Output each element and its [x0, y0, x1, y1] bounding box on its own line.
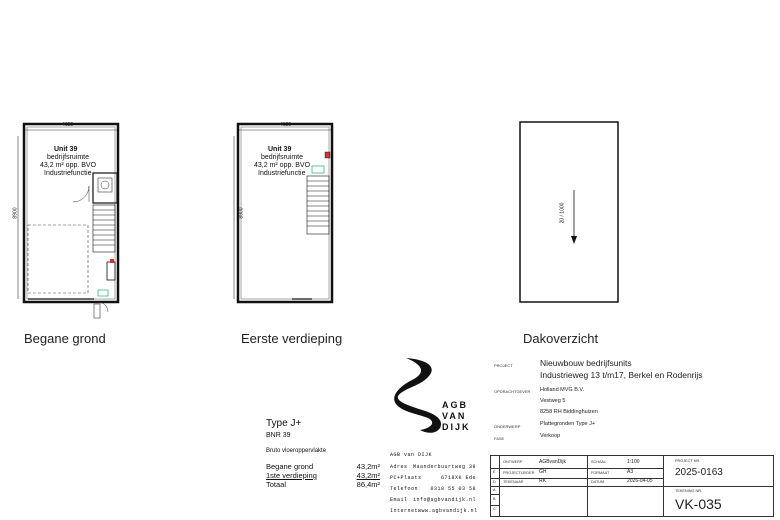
- address-row: [390, 464, 476, 475]
- schaal-label: SCHAAL: [591, 460, 607, 464]
- datum-label: DATUM: [591, 480, 605, 484]
- area-row-label: Totaal: [266, 480, 287, 489]
- client-street: Vestweg 5: [540, 398, 566, 404]
- project-label: PROJECT: [494, 363, 513, 368]
- project-name: Nieuwbouw bedrijfsunits: [540, 358, 632, 368]
- first-unit-name: Unit 39: [268, 146, 292, 153]
- area-row: [266, 471, 380, 480]
- type-block: [266, 418, 380, 489]
- company-logo: [392, 356, 474, 438]
- address-block: [390, 452, 476, 519]
- roof-label: Dakoverzicht: [523, 331, 599, 346]
- ontwerp-label: ONTWERP: [503, 460, 523, 464]
- logo-line1: AGB: [442, 400, 468, 410]
- first-function2: Industriefunctie: [258, 170, 306, 177]
- address-row-value: info@agbvandijk.nl: [412, 497, 476, 503]
- address-row-value: Maanderbuurtweg 39: [412, 464, 476, 470]
- address-row: [390, 508, 476, 519]
- projectnr-label: PROJECT NR.: [675, 459, 701, 463]
- ground-dim-depth: 8900: [12, 207, 19, 219]
- row-letter: D: [493, 480, 496, 484]
- logo-line3: DIJK: [442, 422, 471, 432]
- address-row-label: Telefoon: [390, 486, 419, 492]
- type-name: Type J+: [266, 418, 302, 429]
- row-letter: A: [493, 488, 496, 492]
- address-row: [390, 475, 476, 486]
- address-row-label: Internet: [390, 508, 419, 514]
- phase-label: FASE: [494, 436, 505, 441]
- first-function1: bedrijfsruimte: [261, 154, 304, 161]
- first-dim-depth: 8900: [238, 207, 245, 219]
- area-row: [266, 480, 380, 489]
- tekeningnr: VK-035: [675, 496, 722, 512]
- type-bnr: BNR 39: [266, 432, 291, 439]
- formaat-label: FORMAAT: [591, 471, 610, 475]
- client-name: Holland MVG B.V.: [540, 387, 585, 393]
- tekeningnr-label: TEKENING NR.: [675, 489, 703, 493]
- ground-function2: Industriefunctie: [44, 170, 92, 177]
- logo-line2: VAN: [442, 411, 467, 421]
- first-area: 43,2 m² opp. BVO: [254, 162, 311, 169]
- roof-slope: 20 / 1000: [559, 202, 566, 224]
- tekenaar-label: TEKENAAR: [503, 480, 524, 484]
- address-row-label: Email: [390, 497, 408, 503]
- ground-floor-label: Begane grond: [24, 331, 106, 346]
- type-heading: Bruto vloeroppervlakte: [266, 448, 327, 454]
- area-row-label: 1ste verdieping: [266, 471, 317, 480]
- row-letter: B: [493, 497, 496, 501]
- schaal: 1:100: [627, 459, 640, 465]
- phase: Verkoop: [540, 433, 561, 439]
- datum: 2026-04-05: [627, 478, 653, 484]
- address-row: [390, 486, 476, 497]
- area-row: [266, 462, 380, 471]
- roof-drawing: [518, 120, 622, 304]
- first-floor-plan: [232, 118, 344, 308]
- first-dim-width: 4625: [280, 122, 292, 128]
- address-row-label: Adres: [390, 464, 408, 470]
- address-row-value: www.agbvandijk.nl: [418, 508, 478, 514]
- projectleider-label: PROJECTLEIDER: [503, 471, 535, 475]
- row-letter: E: [493, 470, 496, 474]
- address-row: [390, 497, 476, 508]
- address-row-label: PC+Plaats: [390, 475, 422, 481]
- first-floor-label: Eerste verdieping: [241, 331, 343, 346]
- row-letter: C: [493, 507, 496, 511]
- client-city: 8258 RH Biddinghuizen: [540, 409, 598, 415]
- ground-function1: bedrijfsruimte: [47, 154, 90, 161]
- ground-unit-name: Unit 39: [54, 146, 78, 153]
- address-row-value: 6718XK Ede: [440, 475, 476, 481]
- title-block: [490, 455, 774, 517]
- area-row-value: 86,4m²: [356, 480, 380, 489]
- projectleider: GH: [539, 469, 547, 475]
- ground-area: 43,2 m² opp. BVO: [40, 162, 97, 169]
- tekenaar: RK: [539, 478, 546, 484]
- ground-floor-plan: [14, 118, 126, 323]
- address-row-value: 0318 55 03 58: [430, 486, 476, 492]
- formaat: A3: [627, 469, 634, 475]
- area-row-label: Begane grond: [266, 462, 314, 471]
- area-row-value: 43,2m²: [356, 462, 380, 471]
- client-label: OPDRACHTGEVER: [494, 389, 531, 394]
- subject-label: ONDERWERP: [494, 424, 521, 429]
- subject: Plattegronden Type J+: [540, 421, 596, 427]
- area-row-value: 43,2m²: [356, 471, 380, 480]
- ontwerp: AGBvanDijk: [539, 459, 566, 465]
- project-address: Industrieweg 13 t/m17, Berkel en Rodenrijs: [540, 370, 703, 380]
- address-company: AGB van DIJK: [390, 452, 433, 458]
- roof-plan: [518, 120, 622, 304]
- ground-dim-width: 4625: [62, 122, 74, 128]
- projectnr: 2025-0163: [675, 467, 723, 478]
